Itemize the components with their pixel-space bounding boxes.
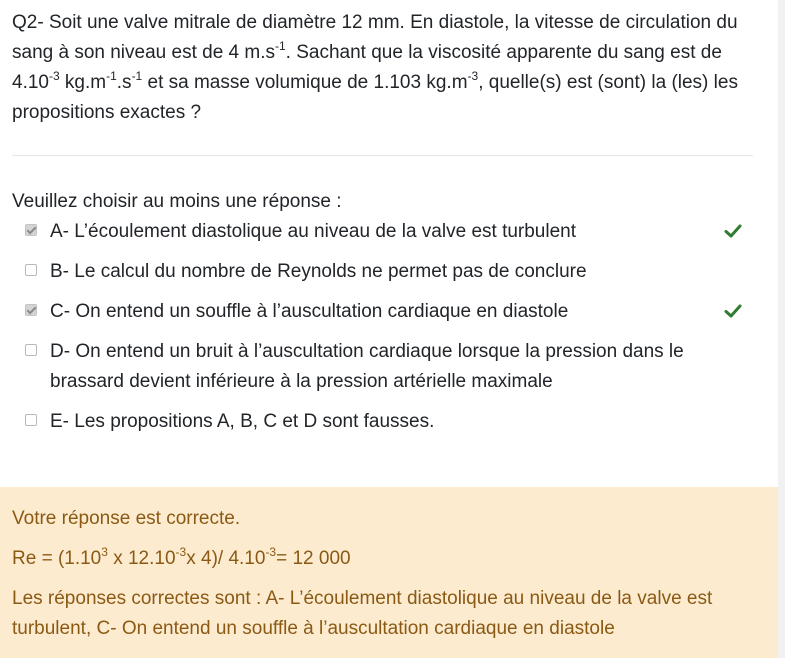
answer-prompt: Veuillez choisir au moins une réponse : [12,191,342,212]
feedback-panel [0,487,778,658]
checkbox-e[interactable] [25,414,37,426]
question-text: Q2- Soit une valve mitrale de diamètre 12 mm. En diastole, la vitesse de circulation du sang à son niveau est de 4 $m.s^{-1}$. Sachant que la viscosité apparente du sang est de $4.10^{-3}$ $kg.m^{-1}.s^{-1}$ et sa masse volumique de 1.103 $kg.m^{-3}$, quelle(s) est (sont) la (les) les propositions exactes ? [12,12,738,123]
scrollbar-track[interactable] [778,0,785,658]
checkbox-c[interactable] [25,304,37,316]
answer-option-a[interactable] [12,217,752,247]
check-icon [724,222,742,240]
answer-option-d[interactable] [12,337,752,397]
answer-label-a[interactable]: A- L’écoulement diastolique au niveau de la valve est turbulent [50,221,577,242]
check-icon [724,302,742,320]
answer-label-e[interactable]: E- Les propositions A, B, C et D sont fausses. [50,411,435,432]
feedback-status: Votre réponse est correcte. [12,508,241,529]
answer-option-b[interactable] [12,257,752,287]
answer-label-b[interactable]: B- Le calcul du nombre de Reynolds ne permet pas de conclure [50,261,587,282]
checkbox-d[interactable] [25,344,37,356]
feedback-formula: $Re = (1.10^3$ x $12.10^{-3}x$ 4)/ $4.10^{-3}= 12$ 000 [12,544,351,569]
answer-label-c[interactable]: C- On entend un souffle à l’auscultation cardiaque en diastole [50,301,569,322]
divider [12,155,753,156]
checkbox-b[interactable] [25,264,37,276]
answer-option-e[interactable] [12,407,752,437]
answer-option-c[interactable] [12,297,752,327]
checkbox-a[interactable] [25,224,37,236]
feedback-correct-answers: Les réponses correctes sont : A- L’écoulement diastolique au niveau de la valve est turbulent, C- On entend un souffle à l’auscultation cardiaque en diastole [12,588,713,639]
answer-label-d[interactable]: D- On entend un bruit à l’auscultation cardiaque lorsque la pression dans le brassard devient inférieure à la pression artérielle maximale [50,341,684,392]
answer-list [12,217,752,447]
